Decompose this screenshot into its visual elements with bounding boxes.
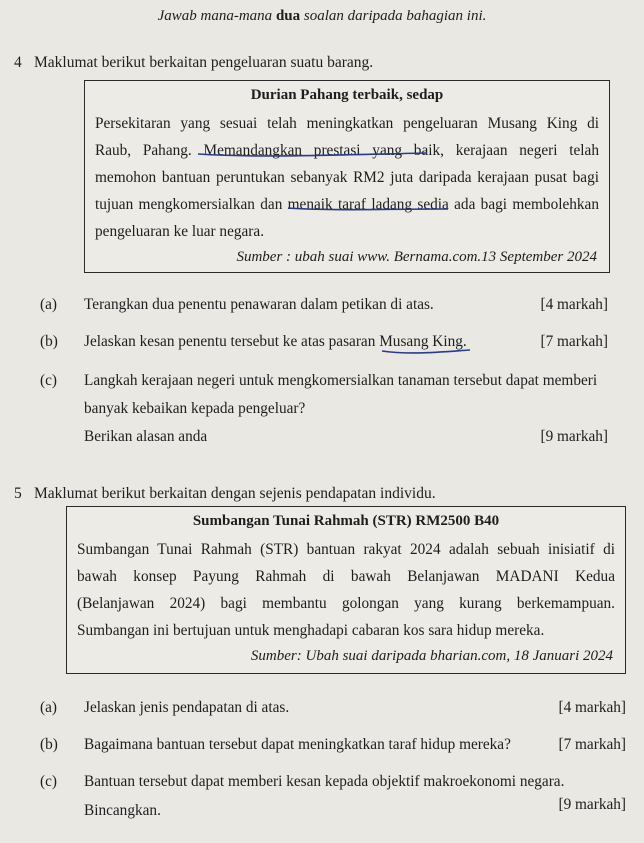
q4-part-b-label: (b) [40, 333, 58, 350]
question-4-source: Sumber : ubah suai www. Bernama.com.13 September 2024 [236, 249, 597, 265]
question-5-passage-line: bawah konsep Payung Rahmah di bawah Belanjawan MADANI Kedua [77, 568, 615, 585]
question-4-number: 4 [14, 54, 22, 71]
question-5-stem: Maklumat berikut berkaitan dengan sejenis pendapatan individu. [34, 485, 436, 502]
q5-part-a-marks: [4 markah] [558, 699, 626, 716]
q5-part-a-label: (a) [40, 699, 57, 716]
q5-part-b-marks: [7 markah] [558, 736, 626, 753]
question-4-excerpt-box [84, 80, 610, 273]
question-4-passage-line: pengeluaran ke luar negara. [95, 223, 265, 240]
q4-part-c-label: (c) [40, 372, 57, 389]
question-5-number: 5 [14, 485, 22, 502]
q5-part-c-text-line1: Bantuan tersebut dapat memberi kesan kepada objektif makroekonomi negara. [84, 773, 565, 790]
question-4-passage-line: memohon bantuan peruntukan sebanyak RM2 juta daripada kerajaan pusat bagi [95, 169, 599, 186]
q4-part-c-marks: [9 markah] [540, 428, 608, 445]
q4-part-a-text: Terangkan dua penentu penawaran dalam petikan di atas. [84, 296, 434, 313]
question-4-box-title: Durian Pahang terbaik, sedap [250, 87, 444, 103]
question-5-box-title: Sumbangan Tunai Rahmah (STR) RM2500 B40 [192, 513, 500, 529]
question-5-source: Sumber: Ubah suai daripada bharian.com, 18 Januari 2024 [250, 648, 613, 664]
q5-part-c-text-line2: Bincangkan. [84, 802, 161, 819]
question-4-passage-line: Persekitaran yang sesuai telah meningkatkan pengeluaran Musang King di [95, 115, 599, 132]
q4-part-c-text-line3: Berikan alasan anda [84, 428, 208, 445]
instruction-text-post: soalan daripada bahagian ini. [300, 8, 487, 24]
q5-part-a-text: Jelaskan jenis pendapatan di atas. [84, 699, 290, 716]
question-4-passage-line: tujuan mengkomersialkan dan menaik taraf ladang sedia ada bagi membolehkan [95, 196, 599, 213]
q4-part-b-text: Jelaskan kesan penentu tersebut ke atas pasaran Musang King. [84, 333, 467, 350]
question-4-passage-line: Raub, Pahang. Memandangkan prestasi yang baik, kerajaan negeri telah [95, 142, 599, 159]
question-4-passage [95, 110, 599, 245]
question-5-passage [77, 536, 615, 644]
q5-part-c-marks: [9 markah] [558, 796, 626, 813]
q5-part-c-label: (c) [40, 773, 57, 790]
q5-part-b-label: (b) [40, 736, 58, 753]
instruction-text-bold: dua [275, 8, 301, 24]
q4-part-c-text-line1: Langkah kerajaan negeri untuk mengkomersialkan tanaman tersebut dapat memberi [84, 372, 598, 389]
question-5-passage-line: (Belanjawan 2024) bagi membantu golongan yang kurang berkemampuan. [77, 595, 615, 612]
q4-part-a-label: (a) [40, 296, 57, 313]
section-instruction [0, 8, 644, 25]
question-4-stem: Maklumat berikut berkaitan pengeluaran suatu barang. [34, 54, 374, 71]
question-5-passage-line: Sumbangan Tunai Rahmah (STR) bantuan rakyat 2024 adalah sebuah inisiatif di [77, 541, 615, 558]
instruction-text-pre: Jawab mana-mana [157, 8, 276, 24]
question-5-excerpt-box [66, 506, 626, 674]
question-5-passage-line: Sumbangan ini bertujuan untuk menghadapi cabaran kos sara hidup mereka. [77, 622, 545, 639]
q4-part-c-text-line2: banyak kebaikan kepada pengeluar? [84, 400, 306, 417]
q4-part-a-marks: [4 markah] [540, 296, 608, 313]
q4-part-b-marks: [7 markah] [540, 333, 608, 350]
q5-part-b-text: Bagaimana bantuan tersebut dapat meningkatkan taraf hidup mereka? [84, 736, 511, 753]
